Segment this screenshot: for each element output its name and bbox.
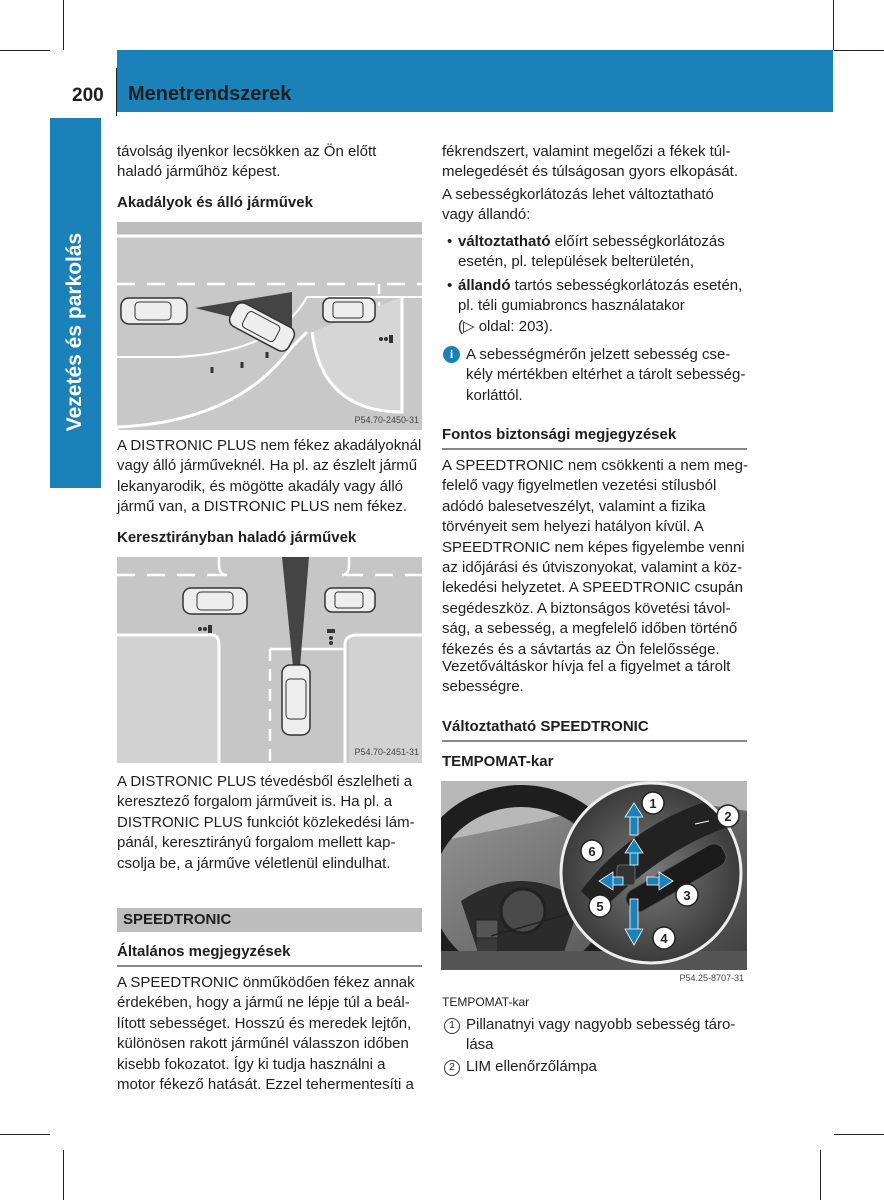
crop-mark bbox=[63, 0, 64, 50]
driver-change-paragraph bbox=[442, 657, 730, 698]
legend-item bbox=[442, 1015, 735, 1056]
text-line: esetén, pl. települések belterületén, bbox=[458, 253, 694, 271]
heading-rule bbox=[442, 740, 747, 742]
text-line: vagy álló járműveknél. Ha pl. az észlelt jármű bbox=[117, 457, 418, 475]
callout-1 bbox=[642, 792, 664, 814]
text-line: motor fékező hatását. Ezzel tehermentesíti a bbox=[117, 1076, 414, 1094]
page-title: Menetrendszerek bbox=[128, 83, 292, 105]
text-line: segédeszköz. A biztonságos követési távol- bbox=[442, 599, 731, 617]
text-line: kély mértékben eltérhet a tárolt sebesség- bbox=[466, 366, 746, 384]
intro-paragraph bbox=[117, 142, 376, 183]
figure-caption: TEMPOMAT-kar bbox=[442, 995, 530, 1009]
text-line: A sebességkorlátozás lehet változtatható bbox=[442, 186, 714, 203]
figure-code: P54.70-2451-31 bbox=[354, 747, 419, 757]
brake-paragraph bbox=[442, 142, 738, 183]
crop-mark bbox=[0, 1134, 50, 1135]
legend-number: 1 bbox=[444, 1018, 460, 1034]
section-heading: SPEEDTRONIC bbox=[123, 911, 232, 928]
car-icon bbox=[183, 588, 247, 614]
text-line: melegedését és túlságosan gyors elkopását. bbox=[442, 163, 739, 181]
text-line: A DISTRONIC PLUS tévedésből észlelheti a bbox=[117, 773, 413, 790]
heading-tempomat-lever: TEMPOMAT-kar bbox=[442, 753, 554, 770]
text-line: lása bbox=[466, 1036, 494, 1054]
text-line: felelő vagy figyelmetlen vezetési stílusból bbox=[442, 477, 717, 495]
text-line: Pillanatnyi vagy nagyobb sebesség táro- bbox=[466, 1016, 736, 1033]
text-line: pánál, keresztirányú forgalom mellett kap- bbox=[117, 834, 396, 852]
limit-paragraph bbox=[442, 185, 714, 226]
callout-4 bbox=[653, 927, 675, 949]
info-paragraph bbox=[442, 345, 745, 406]
car-icon bbox=[282, 665, 310, 735]
heading-variable-speedtronic: Változtatható SPEEDTRONIC bbox=[442, 718, 649, 735]
general-paragraph bbox=[117, 973, 415, 1095]
text-line: csolja be, a járműve véletlenül elindulhat. bbox=[117, 854, 391, 872]
heading-rule bbox=[117, 965, 422, 967]
text-line: különösen rakott járműnél válasszon időben bbox=[117, 1035, 409, 1053]
safety-paragraph bbox=[442, 456, 748, 660]
text-line: A SPEEDTRONIC nem csökkenti a nem meg- bbox=[442, 457, 748, 474]
car-icon bbox=[323, 298, 375, 322]
svg-text:2: 2 bbox=[724, 809, 732, 824]
text-line: sebességre. bbox=[442, 678, 524, 696]
heading-safety: Fontos biztonsági megjegyzések bbox=[442, 426, 677, 443]
text-line: jármű van, a DISTRONIC PLUS nem fékez. bbox=[117, 498, 408, 516]
callout-5 bbox=[589, 895, 611, 917]
limit-list bbox=[447, 232, 742, 337]
header-divider bbox=[116, 68, 117, 116]
text-line: DISTRONIC PLUS funkciót közlekedési lám- bbox=[117, 813, 415, 831]
text-line: A DISTRONIC PLUS nem fékez akadályoknál bbox=[117, 437, 422, 454]
heading-obstacles: Akadályok és álló járművek bbox=[117, 194, 313, 211]
svg-text:4: 4 bbox=[660, 931, 668, 946]
text-line: ság, a sebesség, a megfelelő időben történő bbox=[442, 620, 738, 638]
info-icon: i bbox=[443, 346, 460, 363]
figure-tempomat-lever bbox=[441, 781, 747, 987]
car-icon bbox=[325, 588, 375, 612]
crop-mark bbox=[833, 0, 834, 50]
text-line: korláttól. bbox=[466, 386, 523, 404]
svg-text:3: 3 bbox=[683, 888, 691, 903]
text-line: fékezés és a sávtartás az Ön felelőssége. bbox=[442, 640, 720, 658]
text-line: lított sebességet. Hosszú és meredek lejtőn, bbox=[117, 1014, 412, 1032]
crop-mark bbox=[820, 1150, 821, 1200]
crop-mark bbox=[0, 50, 50, 51]
text-line: érdekében, hogy a jármű ne lépje túl a beál- bbox=[117, 994, 410, 1012]
crop-mark bbox=[834, 50, 884, 51]
cross-paragraph bbox=[117, 772, 415, 874]
crop-mark bbox=[63, 1150, 64, 1200]
svg-text:1: 1 bbox=[649, 796, 657, 811]
figure-code: P54.25-8707-31 bbox=[679, 973, 744, 983]
text-line: kisebb fokozatot. Így ki tudja használni a bbox=[117, 1055, 386, 1073]
list-item bbox=[447, 232, 742, 273]
legend-item bbox=[442, 1057, 597, 1077]
section-heading-bar bbox=[117, 908, 422, 932]
callout-2 bbox=[717, 805, 739, 827]
text-line: pl. téli gumiabroncs használatakor bbox=[458, 297, 685, 315]
text-line: A SPEEDTRONIC önműködően fékez annak bbox=[117, 974, 415, 991]
svg-text:5: 5 bbox=[596, 899, 604, 914]
text-line: A sebességmérőn jelzett sebesség cse- bbox=[466, 346, 731, 363]
car-icon bbox=[121, 298, 187, 324]
callout-6 bbox=[581, 840, 603, 862]
text-span: tartós sebességkorlátozás esetén, bbox=[510, 276, 743, 294]
page-reference: (▷ oldal: 203). bbox=[458, 317, 553, 335]
text-line: LIM ellenőrzőlámpa bbox=[466, 1058, 597, 1075]
obstacles-paragraph bbox=[117, 436, 421, 518]
text-line: fékrendszert, valamint megelőzi a fékek túl- bbox=[442, 143, 731, 160]
text-line: távolság ilyenkor lecsökken az Ön előtt bbox=[117, 143, 377, 160]
crop-mark bbox=[834, 1134, 884, 1135]
list-item bbox=[447, 276, 742, 337]
text-line: lekedési helyzetet. A SPEEDTRONIC csupán bbox=[442, 579, 743, 597]
text-line: adódó balesetveszélyt, valamint a fizika bbox=[442, 497, 706, 515]
bold-term: változtatható bbox=[458, 233, 551, 250]
text-line: lekanyarodik, és mögötte akadály vagy álló bbox=[117, 477, 403, 495]
svg-text:6: 6 bbox=[588, 844, 596, 859]
text-line: SPEEDTRONIC nem képes figyelembe venni bbox=[442, 538, 745, 556]
text-line: törvényeit sem helyezi hatályon kívül. A bbox=[442, 518, 704, 536]
heading-rule bbox=[442, 448, 747, 450]
heading-cross-traffic: Keresztirányban haladó járművek bbox=[117, 529, 357, 546]
figure-code: P54.70-2450-31 bbox=[354, 415, 419, 425]
callout-3 bbox=[676, 884, 698, 906]
chapter-tab-label: Vezetés és parkolás bbox=[63, 232, 86, 432]
figure-obstacles bbox=[117, 222, 422, 430]
text-line: haladó járműhöz képest. bbox=[117, 163, 281, 181]
legend-number: 2 bbox=[444, 1060, 460, 1076]
figure-cross-traffic bbox=[117, 557, 422, 763]
page-number: 200 bbox=[72, 85, 104, 106]
text-line: Vezetőváltáskor hívja fel a figyelmet a tárolt bbox=[442, 658, 731, 675]
text-span: előírt sebességkorlátozás bbox=[550, 233, 725, 250]
text-line: vagy állandó: bbox=[442, 206, 531, 224]
bold-term: állandó bbox=[458, 276, 511, 294]
text-line: keresztező forgalom járműveit is. Ha pl. a bbox=[117, 793, 393, 811]
heading-general: Általános megjegyzések bbox=[117, 943, 291, 960]
text-line: az időjárási és útviszonyokat, valamint a köz- bbox=[442, 559, 743, 577]
